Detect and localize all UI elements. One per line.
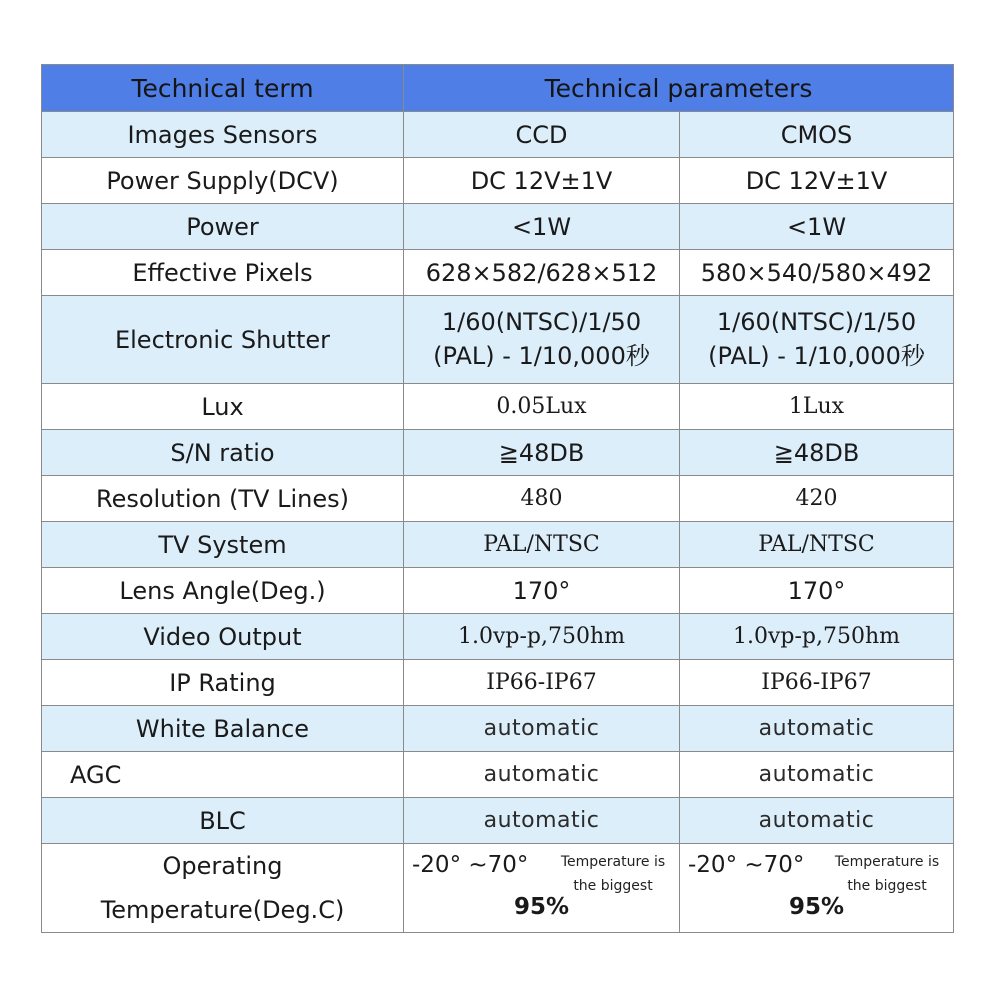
ccd-value: 170° (404, 568, 680, 614)
cmos-value: ≧48DB (680, 430, 954, 476)
temperature-label: Temperature(Deg.C) (100, 896, 345, 924)
ccd-value (404, 844, 680, 933)
cmos-shutter-line1: 1/60(NTSC)/1/50 (716, 308, 917, 336)
header-technical-parameters: Technical parameters (404, 65, 954, 112)
cmos-value: automatic (680, 798, 954, 844)
ccd-temp-range: -20° ~70° (412, 852, 529, 878)
table-row (42, 250, 954, 296)
table-row (42, 752, 954, 798)
table-row (42, 798, 954, 844)
table-row (42, 476, 954, 522)
term-cell: AGC (42, 752, 404, 798)
term-cell: TV System (42, 522, 404, 568)
term-cell: Resolution (TV Lines) (42, 476, 404, 522)
ccd-value: <1W (404, 204, 680, 250)
ccd-value: 628×582/628×512 (404, 250, 680, 296)
header-row (42, 65, 954, 112)
cmos-value: IP66-IP67 (680, 660, 954, 706)
term-cell: Video Output (42, 614, 404, 660)
term-cell: White Balance (42, 706, 404, 752)
ccd-value: PAL/NTSC (404, 522, 680, 568)
ccd-value: IP66-IP67 (404, 660, 680, 706)
ccd-shutter-line2: (PAL) - 1/10,000秒 (433, 342, 650, 370)
header-technical-term: Technical term (42, 65, 404, 112)
table-row (42, 296, 954, 384)
term-cell: Power (42, 204, 404, 250)
cmos-temp-note: Temperature is the biggest (834, 854, 940, 894)
table-row (42, 614, 954, 660)
term-cell: Effective Pixels (42, 250, 404, 296)
term-cell (42, 844, 404, 933)
cmos-shutter-line2: (PAL) - 1/10,000秒 (708, 342, 925, 370)
cmos-value: 420 (680, 476, 954, 522)
cmos-temp-range: -20° ~70° (688, 852, 805, 878)
cmos-value: 1Lux (680, 384, 954, 430)
cmos-value: CMOS (680, 112, 954, 158)
cmos-value (680, 296, 954, 384)
table-row (42, 430, 954, 476)
operating-label: Operating (162, 852, 283, 880)
ccd-value: 480 (404, 476, 680, 522)
ccd-shutter-line1: 1/60(NTSC)/1/50 (441, 308, 642, 336)
ccd-value (404, 296, 680, 384)
term-cell: Power Supply(DCV) (42, 158, 404, 204)
spec-table (41, 64, 954, 933)
table-row (42, 522, 954, 568)
table-row (42, 568, 954, 614)
cmos-value: automatic (680, 706, 954, 752)
term-cell: S/N ratio (42, 430, 404, 476)
term-cell: Lux (42, 384, 404, 430)
table-row (42, 112, 954, 158)
table-row (42, 844, 954, 933)
table-row (42, 706, 954, 752)
ccd-temp-note: Temperature is the biggest (560, 854, 666, 894)
term-cell: Lens Angle(Deg.) (42, 568, 404, 614)
cmos-humidity: 95% (788, 894, 845, 920)
cmos-value: 170° (680, 568, 954, 614)
term-cell: BLC (42, 798, 404, 844)
table-row (42, 384, 954, 430)
term-cell: Electronic Shutter (42, 296, 404, 384)
term-cell: IP Rating (42, 660, 404, 706)
term-cell: Images Sensors (42, 112, 404, 158)
cmos-value: DC 12V±1V (680, 158, 954, 204)
table-row (42, 158, 954, 204)
table-row (42, 204, 954, 250)
ccd-value: 1.0vp-p,750hm (404, 614, 680, 660)
cmos-value: PAL/NTSC (680, 522, 954, 568)
cmos-value (680, 844, 954, 933)
cmos-value: <1W (680, 204, 954, 250)
cmos-value: 580×540/580×492 (680, 250, 954, 296)
ccd-humidity: 95% (513, 894, 570, 920)
ccd-value: CCD (404, 112, 680, 158)
ccd-value: automatic (404, 798, 680, 844)
cmos-value: 1.0vp-p,750hm (680, 614, 954, 660)
ccd-value: 0.05Lux (404, 384, 680, 430)
ccd-value: DC 12V±1V (404, 158, 680, 204)
cmos-value: automatic (680, 752, 954, 798)
ccd-value: automatic (404, 706, 680, 752)
ccd-value: ≧48DB (404, 430, 680, 476)
ccd-value: automatic (404, 752, 680, 798)
table-row (42, 660, 954, 706)
